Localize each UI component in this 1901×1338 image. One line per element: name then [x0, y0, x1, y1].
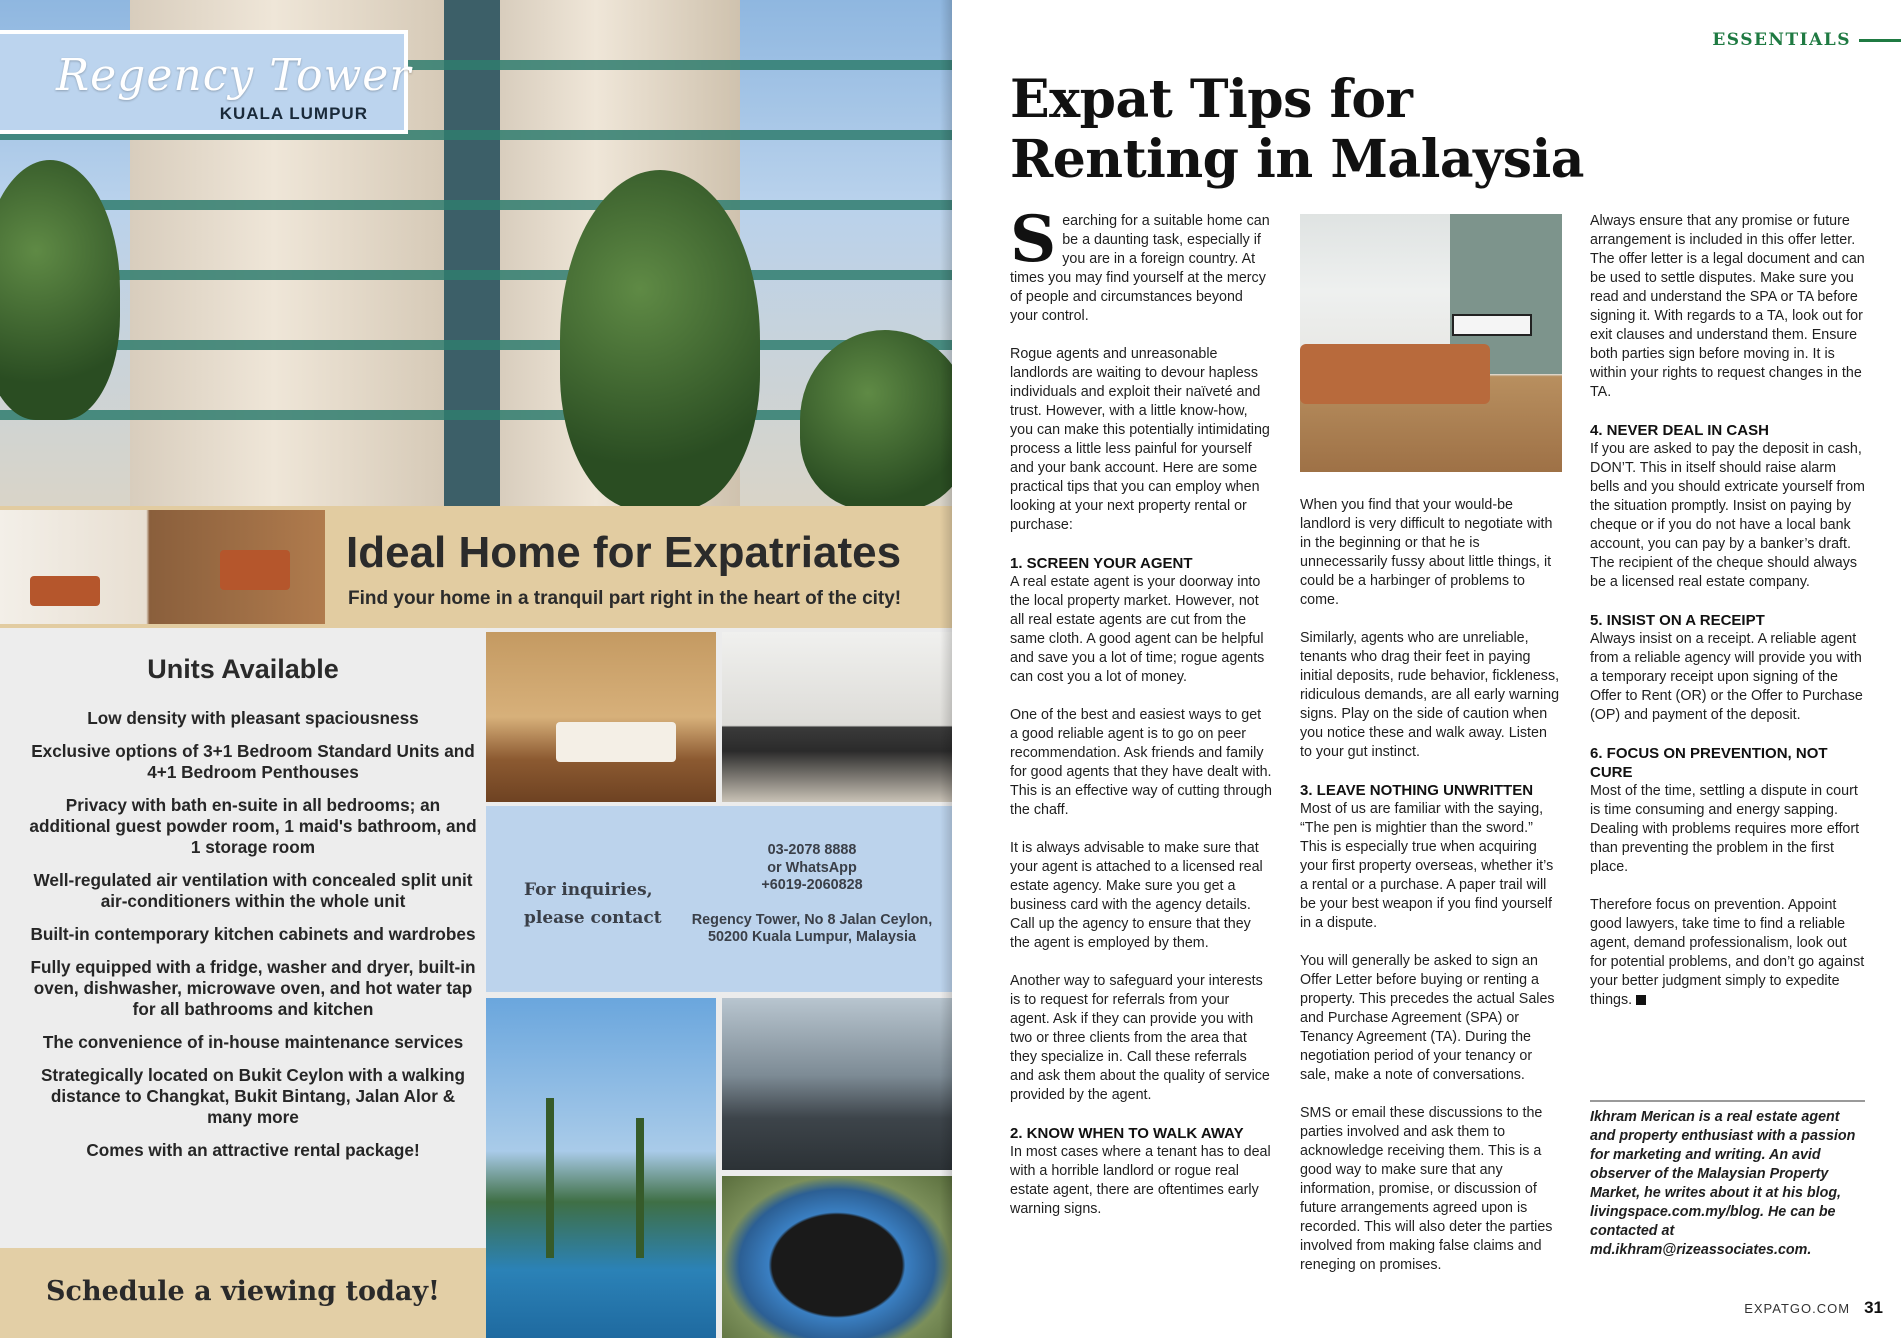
paragraph: Most of us are familiar with the saying, “The pen is mightier than the sword.” This is especially true when acquiring your first property overseas, whether it’s a rental or a purchase. A paper trail will be your best weapon if you find yourself in a dispute. [1300, 801, 1554, 931]
paragraph: It is always advisable to make sure that your agent is attached to a licensed real estate agency. Make sure you get a business card with the agency details. Call up the agency to ensure that they the agent is employed by them. [1010, 840, 1263, 951]
paragraph: You will generally be asked to sign an Offer Letter before buying or renting a property. This precedes the actual Sales and Purchase Agreement (SPA) or Tenancy Agreement (TA). During the negotiation period of your tenancy or sale, make a note of conversations. [1300, 953, 1555, 1083]
paragraph: Always ensure that any promise or future arrangement is included in this offer letter. The offer letter is a legal document and can be used to settle disputes. Make sure you read and understand the SPA or TA before signing it. With regards to a TA, look out for exit clauses and understand them. Ensure both parties sign before moving in. It is within your rights to request changes in the TA. [1590, 213, 1865, 400]
paragraph: Always insist on a receipt. A reliable agent from a reliable agency will provide you with a temporary receipt upon signing of the Offer to Rent (OR) or the Offer to Purchase (OP) and payment of the deposit. [1590, 631, 1863, 723]
section-name: ESSENTIALS [1712, 30, 1851, 50]
paragraph [1590, 896, 1865, 1010]
ad-subheadline: Find your home in a tranquil part right in the heart of the city! [348, 588, 902, 609]
pool-photo [486, 998, 716, 1338]
bedroom-photo [486, 632, 716, 802]
article-column-3 [1590, 212, 1865, 1029]
paragraph: Similarly, agents who are unreliable, tenants who drag their feet in paying initial deposits, rude behavior, fickleness, ridiculous demands, are all early warning signs. Play on the side of caution when you notice these and walk away. Listen to your gut instinct. [1300, 630, 1560, 760]
intro-paragraph [1010, 202, 1272, 326]
paragraph: Rogue agents and unreasonable landlords are waiting to devour hapless individuals and exploit their naïveté and trust. However, with a little know-how, you can make this potentially intimidating process a little less painful for yourself and your bank account. Here are some practical tips that you can employ when looking at your next property rental or purchase: [1010, 346, 1270, 533]
paragraph: Most of the time, settling a dispute in court is time consuming and energy sapping. Dealing with problems requires more effort than preventing the problem in the first place. [1590, 783, 1860, 875]
contact-info [690, 842, 934, 947]
contact-box [486, 806, 952, 992]
gym-photo [722, 998, 952, 1170]
paragraph: If you are asked to pay the deposit in cash, DON’T. This in itself should raise alarm bells and you should extricate yourself from the situation promptly. Insist on paying by cheque or if you do not have a local bank account, you can pay by a banker’s draft. The recipient of the cheque should always be a licensed real estate company. [1590, 441, 1865, 590]
paragraph: SMS or email these discussions to the parties involved and ask them to acknowledge receiving them. This is a good way to make sure that any information, promise, or discussion of future arrangements agreed upon is recorded. This will also deter the parties involved from making false claims and reneging on promises. [1300, 1105, 1553, 1273]
units-panel [0, 628, 486, 1248]
subheading: 3. LEAVE NOTHING UNWRITTEN [1300, 782, 1534, 799]
list-item: Fully equipped with a fridge, washer and dryer, built-in oven, dishwasher, microwave oven, and hot water tap for all bathrooms and kitchen [30, 957, 476, 1019]
bio-divider [1590, 1100, 1865, 1102]
paragraph: Another way to safeguard your interests is to request for referrals from your agent. Ask if they can provide you with two or three clients from the area that they specialize in. Call these referrals and ask them about the quality of service provided by the agent. [1010, 973, 1270, 1103]
intro-text: earching for a suitable home can be a daunting task, especially if you are in a foreign country. At times you may find yourself at the mercy of people and circumstances beyond your control. [1010, 213, 1270, 324]
subheading: 6. FOCUS ON PREVENTION, NOT CURE [1590, 745, 1828, 781]
brand-city: KUALA LUMPUR [219, 104, 368, 123]
subheading: 4. NEVER DEAL IN CASH [1590, 422, 1769, 439]
paragraph: In most cases where a tenant has to deal with a horrible landlord or rogue real estate agent, there are oftentimes early warning signs. [1010, 1144, 1271, 1217]
list-item: Well-regulated air ventilation with concealed split unit air-conditioners within the whole unit [33, 870, 473, 911]
list-item: The convenience of in-house maintenance services [42, 1032, 464, 1052]
brand-title: Regency Tower [56, 50, 412, 101]
ad-headline: Ideal Home for Expatriates [346, 528, 902, 577]
closing-text: Therefore focus on prevention. Appoint good lawyers, take time to find a reliable agent, demand professionalism, look out for potential problems, and don’t go against your better judgment simply to expedite things. [1590, 897, 1865, 1008]
cta-text: Schedule a viewing today! [46, 1276, 440, 1307]
article-title: Expat Tips for Renting in Malaysia [1010, 69, 1584, 190]
units-list [28, 708, 478, 1173]
list-item: Built-in contemporary kitchen cabinets and wardrobes [30, 924, 476, 944]
footer-site: EXPATGO.COM [1744, 1301, 1851, 1316]
article-page [952, 0, 1901, 1338]
mobile-number: +6019-2060828 [761, 877, 863, 893]
trampoline-photo [722, 1176, 952, 1338]
list-item: Low density with pleasant spaciousness [87, 708, 419, 728]
phone-number: 03-2078 8888 [767, 842, 857, 858]
page-number: 31 [1864, 1298, 1883, 1317]
subheading: 5. INSIST ON A RECEIPT [1590, 612, 1765, 629]
drop-cap: S [1010, 202, 1057, 277]
kitchen-photo [722, 632, 952, 802]
author-bio: Ikhram Merican is a real estate agent and property enthusiast with a passion for marketing and writing. An avid observer of the Malaysian Property Market, he writes about it at his blog, livingspace.com.my/blog. He can be contacted at md.ikhram@rizeassociates.com. [1590, 1109, 1856, 1258]
article-column-1 [1010, 202, 1272, 1238]
units-title: Units Available [147, 654, 339, 684]
paragraph: When you find that your would-be landlord is very difficult to negotiate with in the beginning or that he is unnecessarily fussy about little things, it could be a harbinger of problems to come. [1300, 497, 1553, 608]
article-column-2 [1300, 496, 1562, 1294]
address: Regency Tower, No 8 Jalan Ceylon, 50200 Kuala Lumpur, Malaysia [691, 911, 933, 945]
interior-photo [0, 510, 325, 624]
list-item: Strategically located on Bukit Ceylon with a walking distance to Changkat, Bukit Bintang, Jalan Alor & many more [40, 1065, 466, 1127]
list-item: Exclusive options of 3+1 Bedroom Standard Units and 4+1 Bedroom Penthouses [31, 741, 475, 782]
paragraph: A real estate agent is your doorway into the local property market. However, not all real estate agents are cut from the same cloth. A good agent can be helpful and save you a lot of time; rogue agents can cost you a lot of money. [1010, 574, 1265, 685]
living-room-photo [1300, 214, 1562, 472]
subheading: 2. KNOW WHEN TO WALK AWAY [1010, 1125, 1244, 1142]
inquiry-text: For inquiries, please contact [524, 880, 662, 928]
page-footer [1744, 1298, 1883, 1318]
section-rule [1859, 39, 1901, 42]
subheading: 1. SCREEN YOUR AGENT [1010, 555, 1193, 572]
whatsapp-label: or WhatsApp [767, 859, 857, 876]
page-spine [940, 0, 952, 1338]
section-label [1712, 30, 1901, 50]
end-mark-icon [1636, 995, 1646, 1005]
cta-bar [0, 1248, 486, 1338]
paragraph: One of the best and easiest ways to get a good reliable agent is to go on peer recommendation. Ask friends and family for good agents that they have dealt with. This is an effective way of cutting through the chaff. [1010, 707, 1272, 818]
list-item: Comes with an attractive rental package! [86, 1140, 420, 1160]
brand-box [0, 30, 412, 134]
list-item: Privacy with bath en-suite in all bedrooms; an additional guest powder room, 1 maid's bathroom, and 1 storage room [29, 795, 477, 857]
